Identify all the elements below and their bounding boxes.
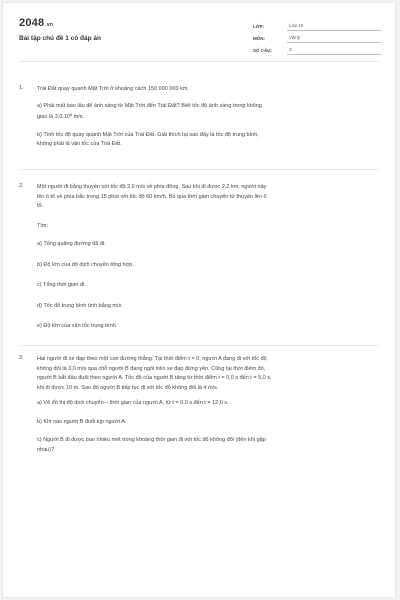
document-page: [3, 3, 395, 597]
meta-row-class: [253, 19, 381, 31]
question-body: [37, 183, 373, 332]
part-a-line: m/s.: [72, 114, 85, 120]
question-part-c: [37, 436, 373, 455]
part-b-line: b) Tính tốc độ quay quanh Mặt Trời của Trái Đất. Giải thích tại sao đây là tốc độ trung bình,: [37, 131, 259, 138]
question-item-c: c) Tổng thời gian đi.: [37, 282, 86, 288]
question-number: 3.: [19, 355, 24, 361]
document-title: Bài tập chủ đề 1 có đáp án: [19, 35, 101, 42]
stem-line: lên ô tô về phía bắc trong 15 phút với tốc độ 60 km/h. Bỏ qua thời gian chuyển từ thuyền lên ô: [37, 193, 267, 200]
meta-row-question-count: [253, 43, 381, 55]
stem-line: Một người đi bằng thuyền với tốc độ 2,0 m/s về phía đông. Sau khi đi được 2,2 km, người này: [37, 184, 267, 190]
stem-line: không đổi là 3,0 m/s qua chỗ người B đang ngồi trên xe đạp đứng yên. Cũng tại thời điểm đó,: [37, 365, 266, 372]
question-part-a: [37, 102, 373, 123]
document-header: [3, 3, 395, 81]
question-divider: [19, 345, 379, 346]
part-a-line: gian là 3,0.10: [37, 114, 71, 120]
question-part-b: [37, 131, 373, 150]
question-body: [37, 355, 373, 455]
question-body: [37, 85, 373, 150]
part-a-line: a) Phải mất bao lâu để ánh sáng từ Mặt Trời đến Trái Đất? Biết tốc độ ánh sáng trong không: [37, 102, 262, 109]
meta-value: Lớp 10: [287, 23, 381, 31]
stem-line: Hai người đi xe đạp theo một con đường thẳng. Tại thời điểm t = 0, người A đang đi với tốc độ: [37, 356, 267, 362]
logo-suffix: .vn: [45, 22, 54, 28]
stem-line: tô.: [37, 203, 44, 209]
part-c-line: nhau)?: [37, 446, 55, 453]
question-divider: [19, 169, 379, 170]
site-logo[interactable]: [19, 17, 53, 29]
meta-row-subject: [253, 31, 381, 43]
exponent: 8: [70, 113, 73, 117]
question-item-d: d) Tốc độ trung bình tính bằng m/s.: [37, 302, 123, 309]
document-meta: [253, 19, 381, 55]
question-number: 2.: [19, 183, 24, 189]
question-stem: Trái Đất quay quanh Mặt Trời ở khoảng cách 150 000 000 km.: [37, 86, 189, 92]
question-stem: [37, 183, 373, 212]
meta-label: MÔN:: [253, 36, 265, 41]
meta-value: Vật lý: [287, 35, 381, 43]
question-item-e: e) Độ lớn của vận tốc trung bình.: [37, 323, 118, 329]
question-item-a: a) Tổng quãng đường đã đi.: [37, 241, 106, 247]
part-b-line: không phải là vận tốc của Trái Đất.: [37, 141, 122, 147]
question-part-a: a) Vẽ đồ thị độ dịch chuyển – thời gian của người A, từ t = 0,0 s đến t = 12,0 s.: [37, 400, 229, 406]
header-divider: [19, 61, 379, 62]
question-part-b: b) Khi nào người B đuổi kịp người A.: [37, 418, 127, 425]
question-stem: [37, 355, 373, 393]
question-item-b: b) Độ lớn của độ dịch chuyển tổng hợp.: [37, 261, 134, 268]
part-c-line: c) Người B đi được bao nhiêu mét trong khoảng thời gian đi với tốc độ không đổi (đến khi gặp: [37, 437, 266, 443]
meta-label: LỚP:: [253, 24, 265, 29]
question-number: 1.: [19, 85, 24, 91]
stem-line: khi đi được 10 m. Sau đó người B tiếp tục đi với tốc độ không đổi là 4 m/s.: [37, 384, 219, 391]
meta-value: 3: [287, 47, 381, 55]
question-prompt: Tìm:: [37, 222, 48, 229]
logo-text: 2048: [19, 17, 45, 29]
meta-label: SỐ CÂU:: [253, 48, 272, 53]
stem-line: người B bắt đầu đuổi theo người A. Tốc độ của người B tăng từ thời điểm t = 0,0 s đến t = 5,0 s,: [37, 375, 272, 381]
